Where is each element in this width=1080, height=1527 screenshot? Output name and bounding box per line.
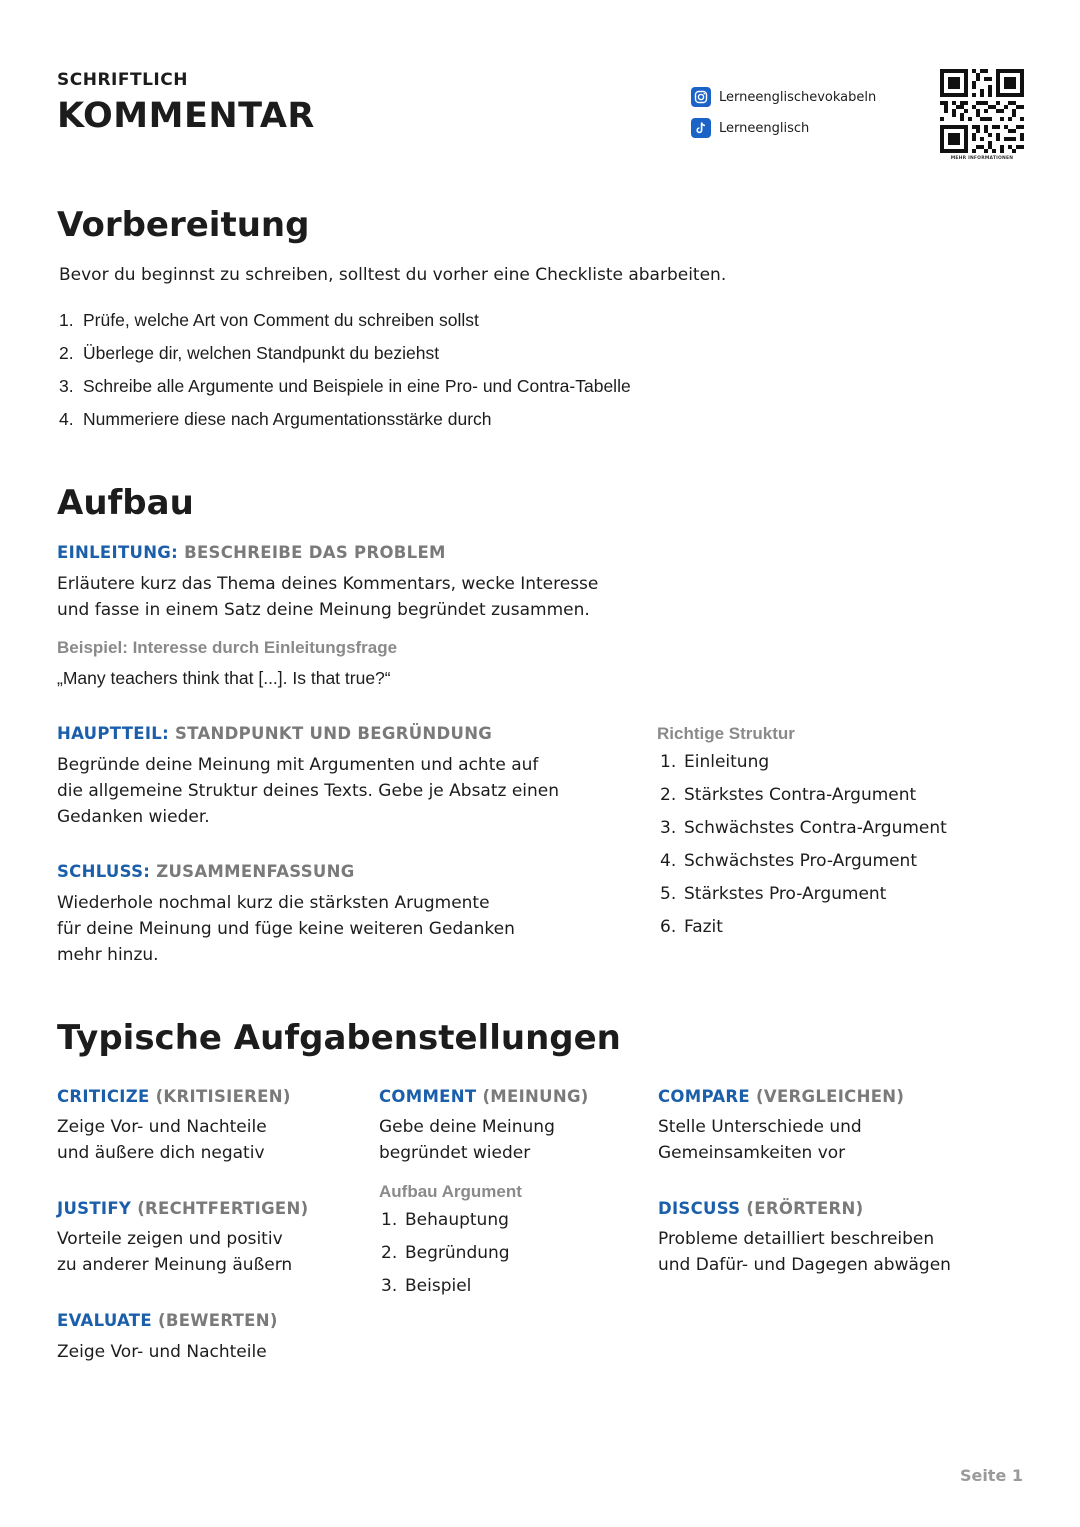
comment-translation: (MEINUNG) bbox=[482, 1087, 589, 1106]
hauptteil-label: HAUPTTEIL: bbox=[57, 724, 169, 743]
list-item bbox=[660, 785, 947, 818]
einleitung-example-label: Beispiel: Interesse durch Einleitungsfrage bbox=[57, 638, 398, 657]
heading-aufbau: Aufbau bbox=[57, 483, 194, 523]
einleitung-label: EINLEITUNG: bbox=[57, 543, 179, 562]
list-text: Stärkstes Pro-Argument bbox=[684, 884, 887, 904]
struktur-list bbox=[660, 752, 947, 950]
text-line: Probleme detailliert beschreiben bbox=[658, 1229, 935, 1249]
list-item bbox=[660, 884, 947, 917]
schluss-label: SCHLUSS: bbox=[57, 862, 151, 881]
hauptteil-heading bbox=[57, 724, 492, 743]
social-label-tiktok: Lerneenglisch bbox=[719, 120, 810, 136]
text-line: und Dafür- und Dagegen abwägen bbox=[658, 1255, 951, 1275]
list-text: Begründung bbox=[405, 1243, 510, 1263]
list-number: 1. bbox=[660, 752, 677, 772]
list-number: 3. bbox=[660, 818, 677, 838]
evaluate-term: EVALUATE bbox=[57, 1311, 152, 1330]
list-text: Fazit bbox=[684, 917, 723, 937]
heading-aufgaben: Typische Aufgabenstellungen bbox=[57, 1018, 621, 1058]
hauptteil-sub: STANDPUNKT UND BEGRÜNDUNG bbox=[175, 724, 493, 743]
hauptteil-text bbox=[57, 752, 559, 830]
list-text: Überlege dir, welchen Standpunkt du beziehst bbox=[83, 343, 440, 363]
text-line: die allgemeine Struktur deines Texts. Gebe je Absatz einen bbox=[57, 781, 560, 801]
checklist bbox=[59, 310, 631, 442]
struktur-heading: Richtige Struktur bbox=[657, 724, 795, 743]
list-text: Beispiel bbox=[405, 1276, 472, 1296]
text-line: mehr hinzu. bbox=[57, 945, 159, 965]
discuss-text bbox=[658, 1226, 951, 1278]
qr-code[interactable] bbox=[940, 69, 1024, 153]
list-text: Stärkstes Contra-Argument bbox=[684, 785, 917, 805]
text-line: Wiederhole nochmal kurz die stärksten Arugmente bbox=[57, 893, 490, 913]
list-number: 2. bbox=[381, 1243, 398, 1263]
list-text: Prüfe, welche Art von Comment du schreiben sollst bbox=[83, 310, 479, 330]
list-item bbox=[381, 1210, 510, 1243]
criticize-term: CRITICIZE bbox=[57, 1087, 150, 1106]
discuss-term: DISCUSS bbox=[658, 1199, 741, 1218]
evaluate-text: Zeige Vor- und Nachteile bbox=[57, 1342, 267, 1362]
text-line: begründet wieder bbox=[379, 1143, 531, 1163]
comment-text bbox=[379, 1114, 555, 1166]
text-line: Gemeinsamkeiten vor bbox=[658, 1143, 846, 1163]
argument-heading: Aufbau Argument bbox=[379, 1182, 522, 1201]
compare-term: COMPARE bbox=[658, 1087, 750, 1106]
heading-vorbereitung: Vorbereitung bbox=[57, 205, 310, 245]
list-text: Einleitung bbox=[684, 752, 770, 772]
comment-heading bbox=[379, 1087, 589, 1106]
list-number: 5. bbox=[660, 884, 677, 904]
social-link-tiktok[interactable] bbox=[691, 118, 809, 138]
list-text: Schreibe alle Argumente und Beispiele in eine Pro- und Contra-Tabelle bbox=[83, 376, 631, 396]
list-number: 6. bbox=[660, 917, 677, 937]
list-item bbox=[59, 376, 631, 409]
schluss-sub: ZUSAMMENFASSUNG bbox=[156, 862, 355, 881]
text-line: Erläutere kurz das Thema deines Kommentars, wecke Interesse bbox=[57, 574, 599, 594]
argument-list bbox=[381, 1210, 510, 1309]
criticize-text bbox=[57, 1114, 267, 1166]
einleitung-heading bbox=[57, 543, 446, 562]
tiktok-icon bbox=[691, 118, 711, 138]
schluss-text bbox=[57, 890, 515, 968]
vorbereitung-intro: Bevor du beginnst zu schreiben, solltest du vorher eine Checkliste abarbeiten. bbox=[59, 265, 727, 285]
einleitung-example-text: „Many teachers think that [...]. Is that true?“ bbox=[57, 668, 391, 688]
text-line: und fasse in einem Satz deine Meinung begründet zusammen. bbox=[57, 600, 590, 620]
einleitung-text bbox=[57, 571, 598, 623]
criticize-heading bbox=[57, 1087, 291, 1106]
text-line: und äußere dich negativ bbox=[57, 1143, 265, 1163]
page-number: Seite 1 bbox=[959, 1466, 1023, 1485]
list-item bbox=[59, 343, 631, 376]
justify-text bbox=[57, 1226, 292, 1278]
criticize-translation: (KRITISIEREN) bbox=[155, 1087, 291, 1106]
list-number: 1. bbox=[59, 310, 74, 330]
qr-caption: MEHR INFORMATIONEN bbox=[950, 156, 1014, 161]
text-line: Vorteile zeigen und positiv bbox=[57, 1229, 283, 1249]
list-item bbox=[59, 409, 631, 442]
einleitung-sub: BESCHREIBE DAS PROBLEM bbox=[184, 543, 446, 562]
list-item bbox=[660, 752, 947, 785]
compare-text bbox=[658, 1114, 862, 1166]
text-line: Stelle Unterschiede und bbox=[658, 1117, 862, 1137]
text-line: zu anderer Meinung äußern bbox=[57, 1255, 293, 1275]
list-item bbox=[381, 1276, 510, 1309]
comment-term: COMMENT bbox=[379, 1087, 477, 1106]
social-label-instagram: Lerneenglischevokabeln bbox=[719, 89, 877, 105]
list-text: Schwächstes Contra-Argument bbox=[684, 818, 947, 838]
list-text: Nummeriere diese nach Argumentationsstärke durch bbox=[83, 409, 492, 429]
text-line: Begründe deine Meinung mit Argumenten und achte auf bbox=[57, 755, 539, 775]
social-link-instagram[interactable] bbox=[691, 87, 876, 107]
discuss-heading bbox=[658, 1199, 864, 1218]
document-title: KOMMENTAR bbox=[57, 96, 315, 136]
instagram-icon bbox=[691, 87, 711, 107]
document-kicker: SCHRIFTLICH bbox=[57, 70, 188, 90]
list-text: Behauptung bbox=[405, 1210, 509, 1230]
list-number: 3. bbox=[381, 1276, 398, 1296]
compare-heading bbox=[658, 1087, 904, 1106]
list-number: 4. bbox=[59, 409, 74, 429]
list-item bbox=[59, 310, 631, 343]
compare-translation: (VERGLEICHEN) bbox=[756, 1087, 905, 1106]
list-number: 2. bbox=[59, 343, 74, 363]
text-line: für deine Meinung und füge keine weiteren Gedanken bbox=[57, 919, 515, 939]
text-line: Gebe deine Meinung bbox=[379, 1117, 555, 1137]
list-number: 1. bbox=[381, 1210, 398, 1230]
justify-term: JUSTIFY bbox=[57, 1199, 132, 1218]
discuss-translation: (ERÖRTERN) bbox=[746, 1199, 864, 1218]
evaluate-heading bbox=[57, 1311, 278, 1330]
text-line: Zeige Vor- und Nachteile bbox=[57, 1117, 267, 1137]
text-line: Gedanken wieder. bbox=[57, 807, 210, 827]
list-item bbox=[660, 917, 947, 950]
list-number: 3. bbox=[59, 376, 74, 396]
list-text: Schwächstes Pro-Argument bbox=[684, 851, 917, 871]
justify-translation: (RECHTFERTIGEN) bbox=[137, 1199, 309, 1218]
list-number: 2. bbox=[660, 785, 677, 805]
list-number: 4. bbox=[660, 851, 677, 871]
list-item bbox=[381, 1243, 510, 1276]
list-item bbox=[660, 851, 947, 884]
list-item bbox=[660, 818, 947, 851]
justify-heading bbox=[57, 1199, 308, 1218]
evaluate-translation: (BEWERTEN) bbox=[157, 1311, 278, 1330]
schluss-heading bbox=[57, 862, 355, 881]
